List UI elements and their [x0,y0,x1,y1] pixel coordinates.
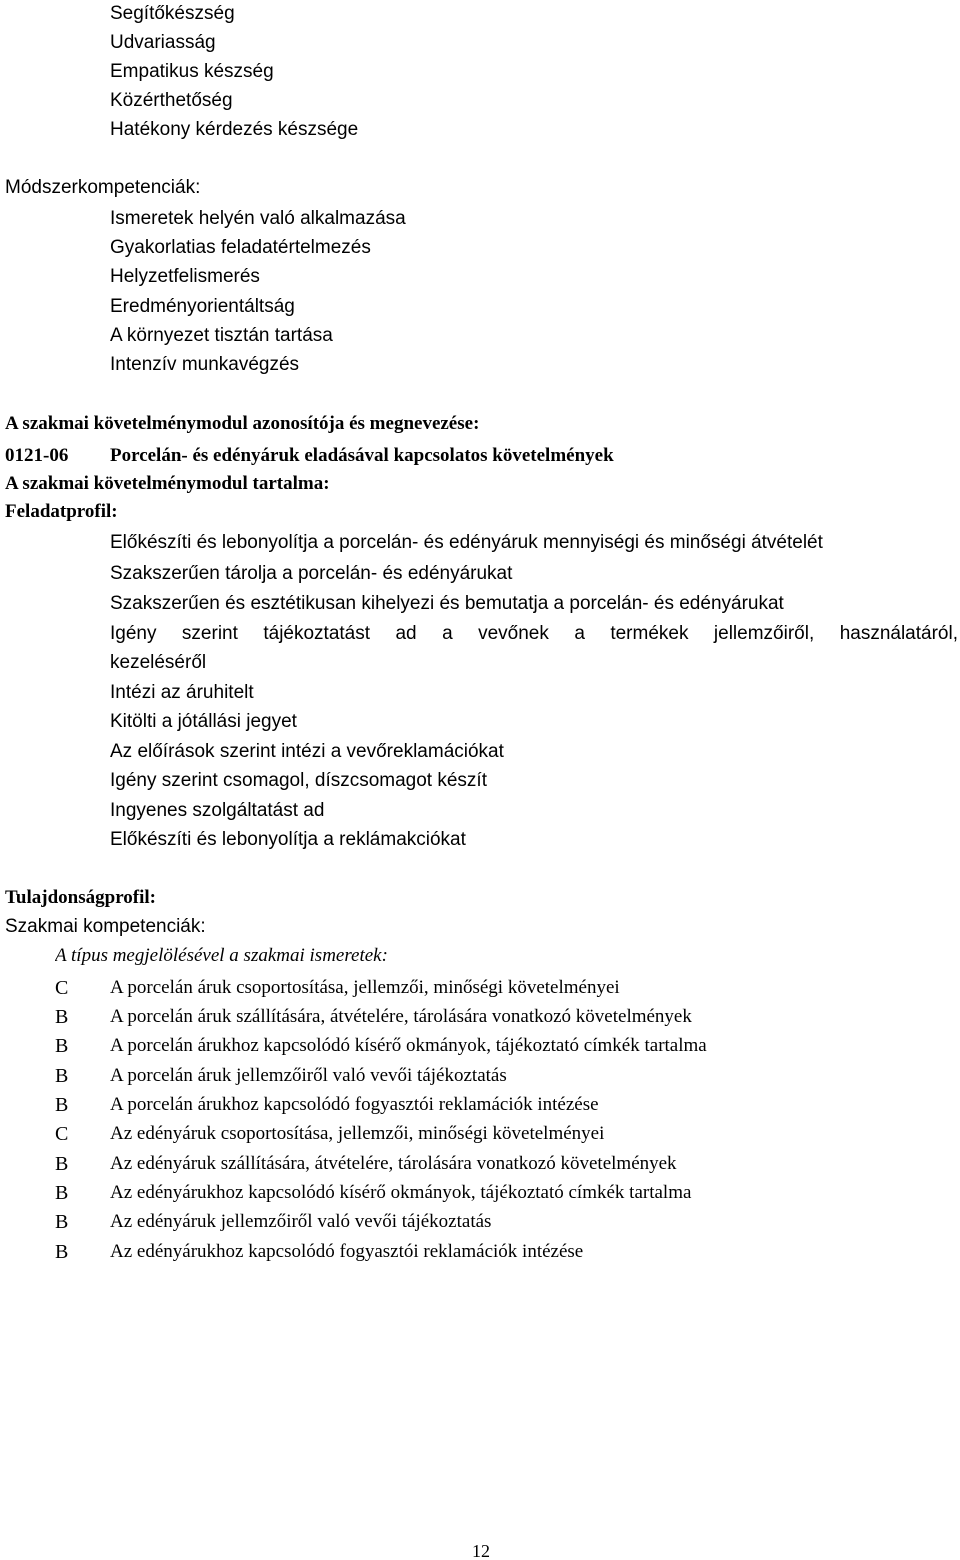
knowledge-row [55,1006,955,1032]
knowledge-text: Az edényárukhoz kapcsolódó kísérő okmányok, tájékoztató címkék tartalma [110,1182,692,1203]
knowledge-text: A porcelán árukhoz kapcsolódó kísérő okmányok, tájékoztató címkék tartalma [110,1035,707,1056]
method-item: Helyzetfelismerés [110,267,260,286]
method-item: Intenzív munkavégzés [110,355,300,374]
task-profile-heading: Feladatprofil: [5,502,118,521]
knowledge-text: A porcelán áruk jellemzőiről való vevői tájékoztatás [110,1065,507,1086]
knowledge-type: B [55,1006,69,1028]
module-content-heading: A szakmai követelménymodul tartalma: [5,474,330,493]
knowledge-row [55,1094,955,1120]
knowledge-type: C [55,1123,69,1145]
page-number: 12 [472,1542,490,1560]
skill-item: Hatékony kérdezés készsége [110,120,359,139]
knowledge-type: B [55,1241,69,1263]
task-item: Ingyenes szolgáltatást ad [110,801,325,820]
skill-item: Közérthetőség [110,91,233,110]
task-item: Előkészíti és lebonyolítja a porcelán- és edényáruk mennyiségi és minőségi átvételét [110,533,823,552]
method-item: Eredményorientáltság [110,297,295,316]
knowledge-type: B [55,1065,69,1087]
module-code: 0121-06 [5,446,69,465]
knowledge-type: B [55,1182,69,1204]
knowledge-text: Az edényáruk csoportosítása, jellemzői, minőségi követelményei [110,1123,605,1144]
knowledge-type: B [55,1211,69,1233]
knowledge-text: Az edényáruk jellemzőiről való vevői tájékoztatás [110,1211,492,1232]
task-item: Az előírások szerint intézi a vevőreklamációkat [110,742,504,761]
knowledge-row [55,1153,955,1179]
skill-item: Udvariasság [110,33,216,52]
knowledge-text: Az edényárukhoz kapcsolódó fogyasztói reklamációk intézése [110,1241,584,1262]
knowledge-row [55,1182,955,1208]
knowledge-type: B [55,1035,69,1057]
method-item: Gyakorlatias feladatértelmezés [110,238,371,257]
knowledge-row [55,1211,955,1237]
module-id-heading: A szakmai követelménymodul azonosítója és megnevezése: [5,414,480,433]
knowledge-text: A porcelán árukhoz kapcsolódó fogyasztói reklamációk intézése [110,1094,599,1115]
knowledge-text: Az edényáruk szállítására, átvételére, tárolására vonatkozó követelmények [110,1153,677,1174]
knowledge-type: B [55,1153,69,1175]
method-item: A környezet tisztán tartása [110,326,333,345]
knowledge-row [55,1065,955,1091]
method-competencies-heading: Módszerkompetenciák: [5,178,201,197]
knowledge-type: B [55,1094,69,1116]
task-item: kezeléséről [110,653,207,672]
knowledge-text: A porcelán áruk szállítására, átvételére, tárolására vonatkozó követelmények [110,1006,692,1027]
skill-item: Empatikus készség [110,62,274,81]
knowledge-row [55,1123,955,1149]
knowledge-row [55,1035,955,1061]
knowledge-row [55,1241,955,1267]
module-name: Porcelán- és edényáruk eladásával kapcsolatos követelmények [110,446,614,465]
knowledge-text: A porcelán áruk csoportosítása, jellemzői, minőségi követelményei [110,977,620,998]
task-item: Szakszerűen és esztétikusan kihelyezi és bemutatja a porcelán- és edényárukat [110,594,784,613]
method-item: Ismeretek helyén való alkalmazása [110,209,406,228]
skill-item: Segítőkészség [110,4,235,23]
task-item: Előkészíti és lebonyolítja a reklámakciókat [110,830,466,849]
task-item: Kitölti a jótállási jegyet [110,712,297,731]
knowledge-row [55,977,955,1003]
task-item: Szakszerűen tárolja a porcelán- és edényárukat [110,564,513,583]
professional-competencies-heading: Szakmai kompetenciák: [5,917,206,936]
type-knowledge-heading: A típus megjelölésével a szakmai ismeretek: [55,946,388,965]
task-item: Igény szerint tájékoztatást ad a vevőnek a termékek jellemzőiről, használatáról, [110,624,958,643]
task-item: Intézi az áruhitelt [110,683,254,702]
task-item: Igény szerint csomagol, díszcsomagot készít [110,771,487,790]
knowledge-type: C [55,977,69,999]
property-profile-heading: Tulajdonságprofil: [5,888,156,907]
